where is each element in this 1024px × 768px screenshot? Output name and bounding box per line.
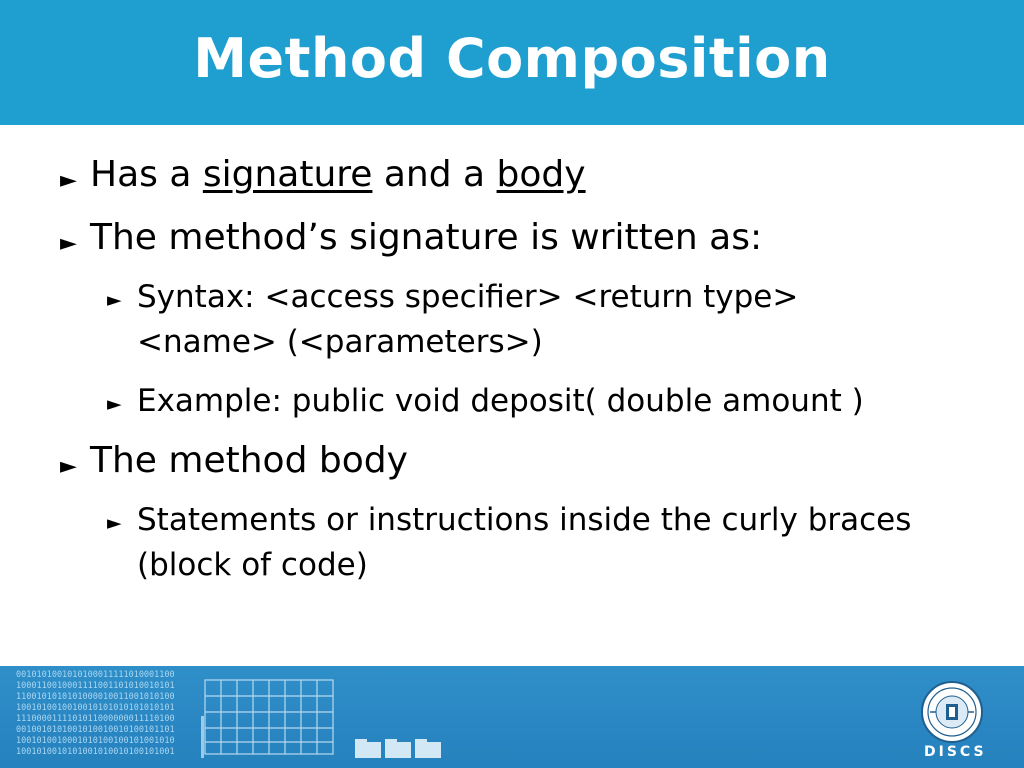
sub-bullet-example: Example: public void deposit( double amount ) (137, 383, 864, 419)
bullet-method-body: The method body (90, 440, 408, 481)
body-term: body (496, 154, 586, 195)
sub-bullet-syntax-line2: <name> (<parameters>) (137, 324, 543, 360)
sub-bullet-statements-line1: Statements or instructions inside the curly braces (137, 502, 912, 538)
bullet-icon: ► (60, 231, 77, 256)
binary-pattern: 0010101001010100011111010001100 1000110010001111001101010010101 1100101010101000010011001010100 1001010010010010101010101010101 1110000111101011000000011110100 0010010101001010010010100101101 1001010010001010100100101001010 1001010010101001010010100101001 (16, 670, 175, 757)
grid-graphic-icon (200, 676, 460, 766)
bullet-signature-body (90, 154, 586, 195)
bullet-signature-written: The method’s signature is written as: (90, 217, 763, 258)
sub-bullet-icon: ► (107, 289, 122, 311)
slide-footer (0, 666, 1024, 768)
seal-icon (920, 680, 984, 744)
sub-bullet-syntax-line1: Syntax: <access specifier> <return type> (137, 279, 799, 315)
bullet-text-mid: and a (372, 154, 497, 195)
sub-bullet-icon: ► (107, 512, 122, 534)
discs-brand: DISCS (924, 744, 987, 760)
bullet-text-prefix: Has a (90, 154, 203, 195)
slide-title: Method Composition (193, 27, 831, 90)
sub-bullet-statements-line2: (block of code) (137, 547, 368, 583)
bullet-icon: ► (60, 168, 77, 193)
bullet-icon: ► (60, 454, 77, 479)
sub-bullet-icon: ► (107, 393, 122, 415)
slide-header (0, 0, 1024, 125)
signature-term: signature (202, 154, 373, 195)
